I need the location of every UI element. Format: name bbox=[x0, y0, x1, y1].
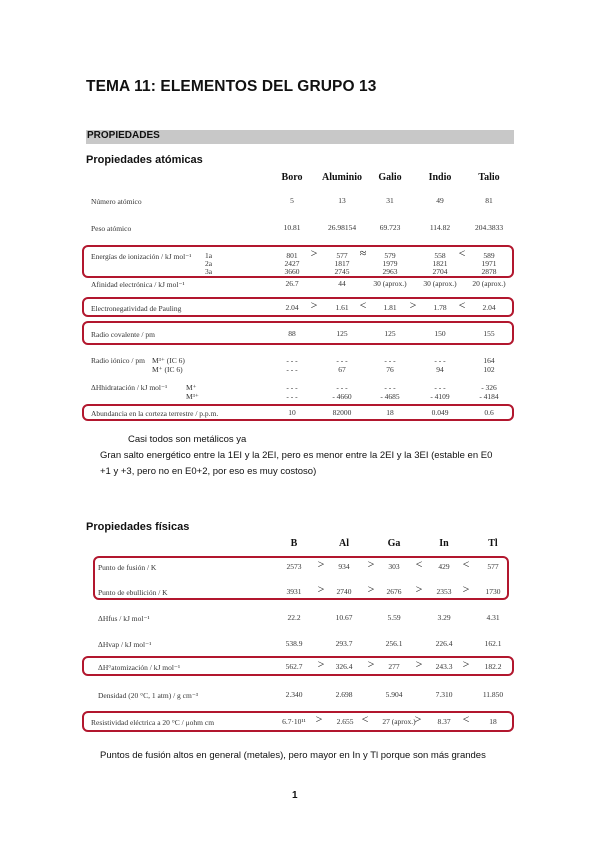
cell-stack bbox=[365, 252, 415, 276]
cell: 2963 bbox=[382, 267, 398, 276]
cell: - 4184 bbox=[479, 392, 499, 401]
cell: 2676 bbox=[386, 587, 402, 596]
cell: 10 bbox=[288, 408, 296, 417]
cell: 44 bbox=[338, 279, 346, 288]
cell: 0.6 bbox=[484, 408, 494, 417]
cell: 226.4 bbox=[435, 639, 453, 648]
row-label: Número atómico bbox=[91, 197, 142, 206]
cell: 326.4 bbox=[335, 662, 353, 671]
cell-stack bbox=[317, 356, 367, 374]
hydration-sublabels bbox=[186, 383, 199, 401]
row-label: Radio iónico / pm bbox=[91, 356, 145, 365]
cell-stack bbox=[464, 383, 514, 401]
cell: 2.04 bbox=[482, 303, 496, 312]
cell: 2.04 bbox=[285, 303, 299, 312]
comparison-symbol: < bbox=[462, 557, 470, 571]
cell: 538.9 bbox=[285, 639, 303, 648]
radius-sublabels bbox=[152, 356, 185, 374]
page-number: 1 bbox=[292, 790, 298, 801]
cell: 0.049 bbox=[431, 408, 449, 417]
atomic-col-header: Indio bbox=[428, 172, 452, 183]
cell: 277 bbox=[388, 662, 400, 671]
ionization-sublabels bbox=[205, 252, 212, 276]
cell: 2573 bbox=[286, 562, 302, 571]
comparison-symbol: > bbox=[317, 557, 325, 571]
cell: - 4660 bbox=[332, 392, 352, 401]
cell: 18 bbox=[489, 717, 497, 726]
section-bar bbox=[86, 130, 514, 144]
cell: 114.82 bbox=[429, 223, 451, 232]
cell: 562.7 bbox=[285, 662, 303, 671]
section-label: PROPIEDADES bbox=[87, 130, 160, 141]
note-line: Gran salto energético entre la 1EI y la 2EI, pero es menor entre la 2EI y la 3EI (estable en E0 bbox=[100, 450, 493, 461]
cell: 5.59 bbox=[387, 613, 401, 622]
cell: 13 bbox=[338, 196, 346, 205]
comparison-symbol: > bbox=[409, 298, 417, 312]
comparison-symbol: > bbox=[310, 246, 318, 260]
cell-stack bbox=[365, 356, 415, 374]
physical-subtitle: Propiedades físicas bbox=[86, 521, 190, 533]
cell: 303 bbox=[388, 562, 400, 571]
cell: - - - bbox=[434, 356, 446, 365]
cell: 150 bbox=[434, 329, 446, 338]
sublabel: M³⁺ bbox=[186, 392, 199, 401]
cell: 243.3 bbox=[435, 662, 453, 671]
cell: - - - bbox=[434, 383, 446, 392]
cell: 1730 bbox=[485, 587, 501, 596]
row-label: Afinidad electrónica / kJ mol⁻¹ bbox=[91, 280, 185, 289]
cell: 3931 bbox=[286, 587, 302, 596]
cell-stack bbox=[464, 356, 514, 374]
row-label: ΔHfus / kJ mol⁻¹ bbox=[98, 614, 150, 623]
cell: 934 bbox=[338, 562, 350, 571]
cell: - 326 bbox=[481, 383, 497, 392]
cell: 81 bbox=[485, 196, 493, 205]
cell: 76 bbox=[386, 365, 394, 374]
row-label: ΔHvap / kJ mol⁻¹ bbox=[98, 640, 152, 649]
row-label: ΔHhidratación / kJ mol⁻¹ bbox=[91, 383, 168, 392]
sublabel: M⁺ (IC 6) bbox=[152, 365, 183, 374]
cell: 579 bbox=[384, 251, 396, 260]
cell: 18 bbox=[386, 408, 394, 417]
cell: 4.31 bbox=[486, 613, 500, 622]
cell: 20 (aprox.) bbox=[472, 279, 506, 288]
comparison-symbol: < bbox=[458, 298, 466, 312]
comparison-symbol: < bbox=[458, 246, 466, 260]
comparison-symbol: < bbox=[462, 712, 470, 726]
cell: - - - bbox=[336, 383, 348, 392]
cell: - - - bbox=[384, 383, 396, 392]
comparison-symbol: > bbox=[415, 582, 423, 596]
cell: 82000 bbox=[332, 408, 352, 417]
cell-stack bbox=[267, 383, 317, 401]
cell: 10.67 bbox=[335, 613, 353, 622]
physical-col-header: Al bbox=[339, 538, 349, 549]
cell: 162.1 bbox=[484, 639, 502, 648]
cell: 3.29 bbox=[437, 613, 451, 622]
physical-col-header: Tl bbox=[488, 538, 498, 549]
cell: 8.37 bbox=[437, 717, 451, 726]
note-line: +1 y +3, pero no en E0+2, por eso es muy costoso) bbox=[100, 466, 317, 477]
cell: 2740 bbox=[336, 587, 352, 596]
cell: 204.3833 bbox=[474, 223, 504, 232]
cell: 125 bbox=[384, 329, 396, 338]
cell: 94 bbox=[436, 365, 444, 374]
cell-stack bbox=[317, 383, 367, 401]
cell: 2878 bbox=[481, 267, 497, 276]
cell: 155 bbox=[483, 329, 495, 338]
cell: - - - bbox=[286, 383, 298, 392]
cell-stack bbox=[415, 356, 465, 374]
cell: 2745 bbox=[334, 267, 350, 276]
cell: 1817 bbox=[334, 259, 350, 268]
sublabel: M³⁺ (IC 6) bbox=[152, 356, 185, 365]
sublabel: 2a bbox=[205, 259, 213, 268]
cell: 22.2 bbox=[287, 613, 301, 622]
comparison-symbol: > bbox=[317, 582, 325, 596]
atomic-col-header: Boro bbox=[281, 172, 303, 183]
comparison-symbol: > bbox=[462, 582, 470, 596]
sublabel: M⁺ bbox=[186, 383, 197, 392]
cell: 182.2 bbox=[484, 662, 502, 671]
cell: 1971 bbox=[481, 259, 497, 268]
cell: 164 bbox=[483, 356, 495, 365]
row-label: Abundancia en la corteza terrestre / p.p.m. bbox=[91, 409, 219, 418]
atomic-col-header: Aluminio bbox=[321, 172, 362, 183]
cell: 256.1 bbox=[385, 639, 403, 648]
cell: 429 bbox=[438, 562, 450, 571]
cell: 1821 bbox=[432, 259, 448, 268]
cell: 30 (aprox.) bbox=[423, 279, 457, 288]
cell: - 4109 bbox=[430, 392, 450, 401]
cell: 2.340 bbox=[285, 690, 303, 699]
cell: 801 bbox=[286, 251, 298, 260]
cell: 102 bbox=[483, 365, 495, 374]
row-label: Resistividad eléctrica a 20 °C / μohm cm bbox=[91, 718, 215, 727]
cell: - - - bbox=[286, 356, 298, 365]
cell-stack bbox=[415, 383, 465, 401]
cell: 5 bbox=[290, 196, 294, 205]
cell: 67 bbox=[338, 365, 346, 374]
cell: 293.7 bbox=[335, 639, 353, 648]
cell: - - - bbox=[336, 356, 348, 365]
physical-col-header: Ga bbox=[387, 538, 401, 549]
row-label: Punto de fusión / K bbox=[98, 563, 157, 572]
cell: 2704 bbox=[432, 267, 448, 276]
comparison-symbol: > bbox=[310, 298, 318, 312]
comparison-symbol: < bbox=[361, 712, 369, 726]
cell-stack bbox=[365, 383, 415, 401]
cell: 69.723 bbox=[379, 223, 401, 232]
cell: 1.78 bbox=[433, 303, 447, 312]
cell: 31 bbox=[386, 196, 394, 205]
sublabel: 3a bbox=[205, 267, 213, 276]
comparison-symbol: > bbox=[367, 582, 375, 596]
cell: 27 (aprox.) bbox=[382, 717, 416, 726]
sublabel: 1a bbox=[205, 251, 213, 260]
cell: 11.850 bbox=[482, 690, 504, 699]
cell-stack bbox=[464, 252, 514, 276]
cell: 1.61 bbox=[335, 303, 349, 312]
comparison-symbol: ≈ bbox=[359, 246, 367, 260]
cell: 26.98154 bbox=[327, 223, 357, 232]
cell: 2.655 bbox=[336, 717, 354, 726]
cell: 6.7·10¹¹ bbox=[282, 717, 306, 726]
cell: 7.310 bbox=[435, 690, 453, 699]
row-label: ΔH°atomización / kJ mol⁻¹ bbox=[98, 663, 181, 672]
cell: 88 bbox=[288, 329, 296, 338]
cell: - - - bbox=[286, 365, 298, 374]
cell: 2353 bbox=[436, 587, 452, 596]
cell: 1979 bbox=[382, 259, 398, 268]
row-label: Electronegatividad de Pauling bbox=[91, 304, 182, 313]
comparison-symbol: > bbox=[414, 712, 422, 726]
cell: 2.698 bbox=[335, 690, 353, 699]
atomic-col-header: Talio bbox=[478, 172, 500, 183]
cell: - - - bbox=[384, 356, 396, 365]
comparison-symbol: > bbox=[317, 657, 325, 671]
comparison-symbol: > bbox=[415, 657, 423, 671]
cell: 10.81 bbox=[283, 223, 301, 232]
atomic-col-header: Galio bbox=[378, 172, 402, 183]
cell: 2427 bbox=[284, 259, 300, 268]
physical-col-header: B bbox=[290, 538, 298, 549]
cell: 558 bbox=[434, 251, 446, 260]
cell: 125 bbox=[336, 329, 348, 338]
cell: 5.904 bbox=[385, 690, 403, 699]
page-title: TEMA 11: ELEMENTOS DEL GRUPO 13 bbox=[86, 78, 377, 95]
cell: 30 (aprox.) bbox=[373, 279, 407, 288]
row-label: Densidad (20 °C, 1 atm) / g cm⁻³ bbox=[98, 691, 199, 700]
cell: 589 bbox=[483, 251, 495, 260]
cell: 26.7 bbox=[285, 279, 299, 288]
row-label: Peso atómico bbox=[91, 224, 132, 233]
cell: 577 bbox=[487, 562, 499, 571]
physical-col-header: In bbox=[439, 538, 449, 549]
cell: 577 bbox=[336, 251, 348, 260]
row-label: Punto de ebullición / K bbox=[98, 588, 168, 597]
comparison-symbol: > bbox=[367, 557, 375, 571]
note-line: Casi todos son metálicos ya bbox=[128, 434, 247, 445]
cell: 1.81 bbox=[383, 303, 397, 312]
cell: - 4685 bbox=[380, 392, 400, 401]
row-label: Energías de ionización / kJ mol⁻¹ bbox=[91, 252, 192, 261]
note-line: Puntos de fusión altos en general (metales), pero mayor en In y Tl porque son más grandes bbox=[100, 750, 486, 761]
cell: - - - bbox=[286, 392, 298, 401]
comparison-symbol: > bbox=[315, 712, 323, 726]
cell-stack bbox=[267, 356, 317, 374]
comparison-symbol: > bbox=[462, 657, 470, 671]
comparison-symbol: < bbox=[359, 298, 367, 312]
row-label: Radio covalente / pm bbox=[91, 330, 155, 339]
atomic-subtitle: Propiedades atómicas bbox=[86, 154, 203, 166]
cell: 3660 bbox=[284, 267, 300, 276]
cell: 49 bbox=[436, 196, 444, 205]
comparison-symbol: < bbox=[415, 557, 423, 571]
comparison-symbol: > bbox=[367, 657, 375, 671]
